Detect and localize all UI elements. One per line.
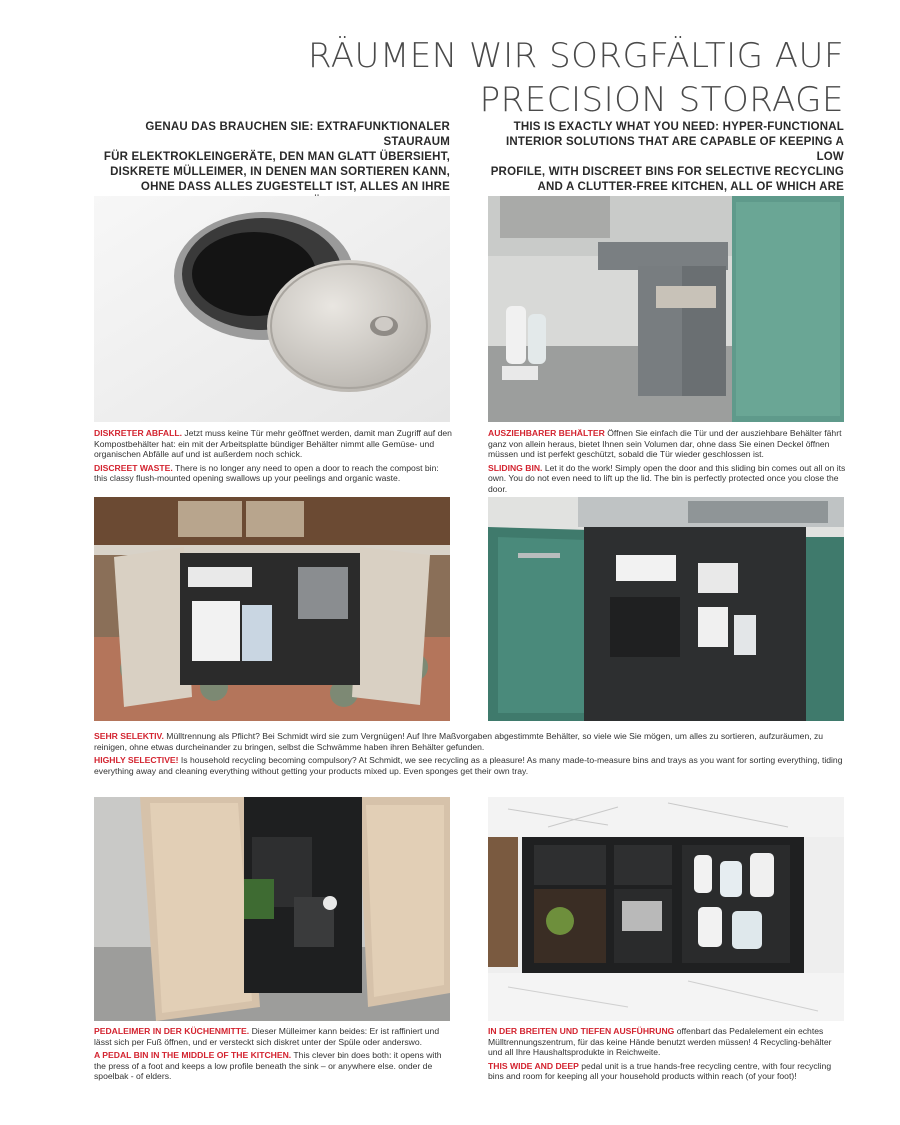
caption-text: Öffnen Sie einfach die Tür und der ausziehbare Behälter fährt ganz von allein heraus, bietet Ihnen sein Volumen dar, ohne dass Sie einen Deckel öffnen müssen und ist perfekt geschützt, sobald die Tür wieder geschlossen ist. bbox=[488, 428, 842, 460]
photo-pedal-bin bbox=[94, 797, 450, 1021]
caption-selective bbox=[94, 731, 844, 779]
caption-text: Jetzt muss keine Tür mehr geöffnet werden, damit man Zugriff auf den Kompostbehälter hat: ein mit der Arbeitsplatte bündiger Behälter nimmt alle Gemüse- und organischen Abfälle auf und ist außerdem noch schick. bbox=[94, 428, 452, 460]
caption-heading: HIGHLY SELECTIVE! bbox=[94, 755, 179, 766]
caption-text: Is household recycling becoming compulsory? At Schmidt, we see recycling as a pleasure! As many made-to-measure bins and trays as you want for sorting everything, tiding everything away and cleaning everything without getting your products mixed up. Even sponges get their own tray. bbox=[94, 755, 843, 776]
caption-heading: SEHR SELEKTIV. bbox=[94, 731, 164, 741]
caption-text: pedal unit is a true hands-free recycling centre, with four recycling bins and room for keeping all your household products within reach (of your foot)! bbox=[488, 1060, 832, 1082]
intro-line: FÜR ELEKTROKLEINGERÄTE, DEN MAN GLATT ÜBERSIEHT, bbox=[103, 151, 450, 163]
caption-heading: IN DER BREITEN UND TIEFEN AUSFÜHRUNG bbox=[488, 1026, 675, 1036]
caption-heading: DISCREET WASTE. bbox=[94, 462, 173, 473]
caption-text: There is no longer any need to open a door to reach the compost bin: this classy flush-mounted opening swallows up your peelings and organic waste. bbox=[94, 462, 439, 484]
caption-heading: AUSZIEHBARER BEHÄLTER bbox=[488, 428, 605, 438]
caption-text: This clever bin does both: it opens with the press of a foot and keeps a low profile beneath the sink – or anywhere else. onder de spoelbak - of elders. bbox=[94, 1050, 442, 1082]
caption-pedal bbox=[94, 1026, 454, 1085]
photo-teal-drawer bbox=[488, 497, 844, 721]
caption-text: offenbart das Pedalelement ein echtes Mülltrennungszentrum, für das keine Hände benutzt werden müssen! 4 Recycling-behälter und all Ihre Haushaltsprodukte in Reichweite. bbox=[488, 1026, 832, 1058]
caption-text: Let it do the work! Simply open the door and this sliding bin comes out all on its own. You do not even need to lift up the lid. The bin is perfectly protected once you close the door. bbox=[488, 462, 846, 494]
page-title-en: PRECISION STORAGE bbox=[479, 80, 844, 120]
intro-line: OHNE DASS ALLES ZUGESTELLT IST, ALLES AN IHRE bbox=[140, 181, 450, 193]
caption-heading: SLIDING BIN. bbox=[488, 462, 543, 473]
caption-heading: A PEDAL BIN IN THE MIDDLE OF THE KITCHEN. bbox=[94, 1050, 292, 1061]
caption-wide bbox=[488, 1026, 846, 1085]
intro-line: PROFILE, WITH DISCREET BINS FOR SELECTIVE RECYCLING bbox=[490, 166, 844, 178]
page-title-de: RÄUMEN WIR SORGFÄLTIG AUF bbox=[308, 36, 844, 76]
caption-compost bbox=[94, 428, 454, 487]
photo-wide-drawer bbox=[488, 797, 844, 1021]
caption-sliding bbox=[488, 428, 846, 498]
photo-sink-sorting bbox=[94, 497, 450, 721]
intro-line: THIS IS EXACTLY WHAT YOU NEED: HYPER-FUNCTIONAL bbox=[513, 121, 844, 133]
photo-sliding-bin bbox=[488, 196, 844, 422]
caption-text: Dieser Mülleimer kann beides: Er ist raffiniert und lässt sich per Fuß öffnen, und er versteckt sich diskret unter der Spüle oder anderswo. bbox=[94, 1026, 440, 1047]
intro-line: AND A CLUTTER-FREE KITCHEN, ALL OF WHICH ARE bbox=[537, 181, 844, 193]
intro-line: DISKRETE MÜLLEIMER, IN DENEN MAN SORTIEREN KANN, bbox=[110, 166, 450, 178]
caption-heading: THIS WIDE AND DEEP bbox=[488, 1060, 579, 1071]
caption-heading: DISKRETER ABFALL. bbox=[94, 428, 183, 438]
intro-line: GENAU DAS BRAUCHEN SIE: EXTRAFUNKTIONALER STAURAUM bbox=[145, 121, 450, 148]
intro-line: INTERIOR SOLUTIONS THAT ARE CAPABLE OF KEEPING A LOW bbox=[506, 136, 844, 163]
photo-compost-bin bbox=[94, 196, 450, 422]
caption-text: Mülltrennung als Pflicht? Bei Schmidt wird sie zum Vergnügen! Auf Ihre Maßvorgaben abgestimmte Behälter, so viele wie Sie mögen, um alles zu sortieren, aufzuräumen, zu reinigen, ohne etwas durcheinander zu bringen, selbst die Schwämme haben ihren Behälter gefunden. bbox=[94, 731, 824, 752]
caption-heading: PEDALEIMER IN DER KÜCHENMITTE. bbox=[94, 1026, 250, 1036]
